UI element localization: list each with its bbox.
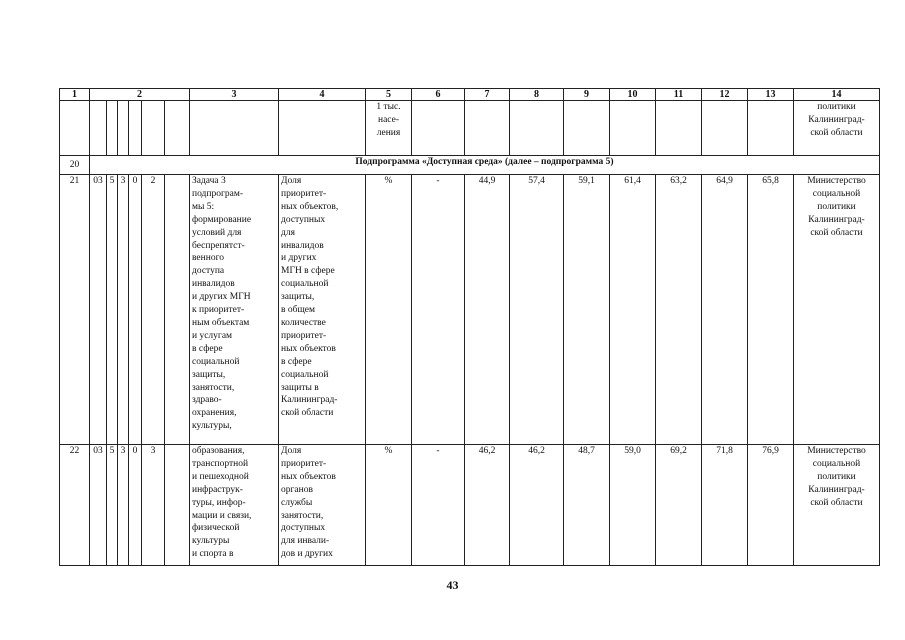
unit-cell: %	[366, 175, 412, 445]
header-cell: 12	[702, 89, 748, 101]
code-cell: 5	[107, 445, 118, 566]
empty-cell	[107, 101, 118, 156]
executor-cell	[794, 445, 880, 566]
value-cell: 59,1	[564, 175, 610, 445]
empty-cell	[656, 101, 702, 156]
header-cell: 6	[412, 89, 465, 101]
executor-line: Калининград-	[808, 214, 865, 225]
unit-line: насе-	[377, 114, 399, 125]
indicator-line: ных объектов	[281, 471, 336, 482]
value-cell: 71,8	[702, 445, 748, 566]
unit-line: ления	[376, 127, 401, 138]
executor-line: ской области	[810, 127, 863, 138]
executor-cell	[794, 101, 880, 156]
task-line: здраво-	[192, 395, 222, 406]
table-row	[60, 175, 880, 445]
task-cell	[190, 175, 279, 445]
indicator-line: приоритет-	[281, 330, 327, 341]
code-cell: 03	[90, 445, 107, 566]
indicator-line: дов и других	[281, 549, 333, 560]
indicator-line: защиты,	[281, 292, 315, 303]
empty-cell	[165, 445, 190, 566]
task-line: в сфере	[192, 343, 223, 354]
unit-cell	[366, 101, 412, 156]
value-cell: 64,9	[702, 175, 748, 445]
value-cell: 44,9	[465, 175, 510, 445]
indicator-line: приоритет-	[281, 458, 327, 469]
value-cell: 76,9	[748, 445, 794, 566]
indicator-line: занятости,	[281, 510, 324, 521]
indicator-line: доступных	[281, 523, 326, 534]
indicator-line: социальной	[281, 369, 329, 380]
empty-cell	[279, 101, 366, 156]
code-cell: 5	[107, 175, 118, 445]
row-number: 22	[60, 445, 90, 566]
task-line: формирование	[192, 214, 252, 225]
task-line: и спорта в	[192, 549, 234, 560]
value-cell: 69,2	[656, 445, 702, 566]
value-cell: 65,8	[748, 175, 794, 445]
task-line: беспрепятст-	[192, 240, 245, 251]
executor-line: социальной	[812, 188, 861, 199]
empty-cell	[90, 101, 107, 156]
executor-line: политики	[817, 102, 856, 112]
unit-cell: %	[366, 445, 412, 566]
indicator-cell	[279, 175, 366, 445]
task-line: подпрограм-	[192, 188, 244, 199]
indicator-line: органов	[281, 484, 313, 495]
header-cell: 11	[656, 89, 702, 101]
task-line: занятости,	[192, 382, 235, 393]
executor-line: политики	[817, 201, 856, 212]
indicator-line: ных объектов,	[281, 201, 339, 212]
header-cell: 8	[510, 89, 564, 101]
indicator-line: социальной	[281, 279, 329, 290]
header-cell: 5	[366, 89, 412, 101]
task-line: и услугам	[192, 330, 233, 341]
value-cell: 59,0	[610, 445, 656, 566]
task-line: доступа	[192, 266, 225, 277]
empty-cell	[564, 101, 610, 156]
task-line: условий для	[192, 227, 242, 238]
empty-cell	[165, 175, 190, 445]
indicator-cell	[279, 445, 366, 566]
indicator-line: для	[281, 227, 295, 238]
code-cell: 03	[90, 175, 107, 445]
task-line: мы 5:	[192, 201, 215, 212]
empty-cell	[190, 101, 279, 156]
indicator-line: в общем	[281, 305, 315, 316]
header-cell: 7	[465, 89, 510, 101]
code-cell: 2	[142, 175, 165, 445]
executor-line: Министерство	[807, 446, 866, 456]
empty-cell	[748, 101, 794, 156]
subprogram-row	[60, 156, 880, 175]
empty-cell	[412, 101, 465, 156]
header-cell: 14	[794, 89, 880, 101]
indicator-line: Доля	[281, 176, 302, 186]
subprogram-title: Подпрограмма «Доступная среда» (далее – подпрограмма 5)	[90, 156, 880, 175]
task-line: венного	[192, 253, 224, 264]
header-row	[60, 89, 880, 101]
row-number: 21	[60, 175, 90, 445]
executor-line: ской области	[810, 227, 863, 238]
empty-cell	[610, 101, 656, 156]
task-line: мации и связи,	[192, 510, 252, 521]
value-cell: 63,2	[656, 175, 702, 445]
header-cell: 2	[90, 89, 190, 101]
base-value-cell: -	[412, 445, 465, 566]
indicator-line: Калининград-	[281, 395, 338, 406]
task-line: и пешеходной	[192, 471, 249, 482]
empty-cell	[465, 101, 510, 156]
task-line: физической	[192, 523, 240, 534]
empty-cell	[165, 101, 190, 156]
indicator-line: Доля	[281, 446, 302, 456]
code-cell: 0	[129, 445, 142, 566]
base-value-cell: -	[412, 175, 465, 445]
task-cell	[190, 445, 279, 566]
task-line: и других МГН	[192, 292, 251, 303]
task-line: культуры,	[192, 421, 232, 432]
indicator-line: для инвали-	[281, 536, 330, 547]
code-cell: 3	[118, 445, 129, 566]
empty-cell	[60, 101, 90, 156]
value-cell: 46,2	[510, 445, 564, 566]
task-line: транспортной	[192, 458, 249, 469]
code-cell: 3	[142, 445, 165, 566]
task-line: Задача 3	[192, 176, 226, 186]
value-cell: 46,2	[465, 445, 510, 566]
header-cell: 9	[564, 89, 610, 101]
empty-cell	[510, 101, 564, 156]
unit-line: 1 тыс.	[376, 102, 401, 112]
header-cell: 1	[60, 89, 90, 101]
executor-line: ской области	[810, 497, 863, 508]
header-cell: 3	[190, 89, 279, 101]
task-line: охранения,	[192, 408, 237, 419]
task-line: культуры	[192, 536, 230, 547]
executor-cell	[794, 175, 880, 445]
indicator-line: службы	[281, 497, 313, 508]
indicator-line: инвалидов	[281, 240, 324, 251]
task-line: инвалидов	[192, 279, 235, 290]
row-number: 20	[60, 156, 90, 175]
value-cell: 57,4	[510, 175, 564, 445]
empty-cell	[142, 101, 165, 156]
table-row	[60, 445, 880, 566]
header-cell: 4	[279, 89, 366, 101]
indicator-line: ных объектов	[281, 343, 336, 354]
task-line: защиты,	[192, 369, 226, 380]
indicator-line: МГН в сфере	[281, 266, 335, 277]
executor-line: политики	[817, 471, 856, 482]
header-cell: 13	[748, 89, 794, 101]
code-cell: 0	[129, 175, 142, 445]
empty-cell	[118, 101, 129, 156]
executor-line: социальной	[812, 458, 861, 469]
indicator-line: и других	[281, 253, 317, 264]
empty-cell	[129, 101, 142, 156]
indicator-line: количестве	[281, 317, 326, 328]
task-line: ным объектам	[192, 317, 250, 328]
continued-row	[60, 101, 880, 156]
executor-line: Калининград-	[808, 114, 865, 125]
indicator-line: ской области	[281, 408, 334, 419]
page-number: 43	[446, 578, 459, 592]
indicator-line: в сфере	[281, 356, 312, 367]
value-cell: 61,4	[610, 175, 656, 445]
indicator-line: защиты в	[281, 382, 319, 393]
header-cell: 10	[610, 89, 656, 101]
code-cell: 3	[118, 175, 129, 445]
value-cell: 48,7	[564, 445, 610, 566]
indicator-line: доступных	[281, 214, 326, 225]
task-line: к приоритет-	[192, 305, 245, 316]
task-line: социальной	[192, 356, 240, 367]
task-line: инфраструк-	[192, 484, 243, 495]
task-line: образования,	[192, 446, 245, 456]
executor-line: Министерство	[807, 176, 866, 186]
executor-line: Калининград-	[808, 484, 865, 495]
task-line: туры, инфор-	[192, 497, 246, 508]
indicator-line: приоритет-	[281, 188, 327, 199]
indicators-table	[59, 88, 880, 566]
empty-cell	[702, 101, 748, 156]
